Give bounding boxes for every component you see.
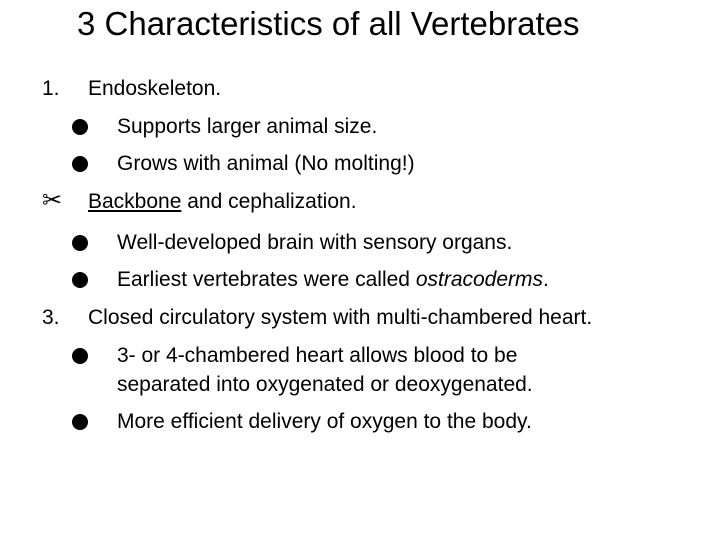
bullet-icon bbox=[72, 348, 88, 364]
bullet-icon bbox=[72, 414, 88, 430]
backbone-term: Backbone bbox=[88, 190, 182, 213]
slide-title: 3 Characteristics of all Vertebrates bbox=[77, 5, 580, 42]
sub-item-text: Grows with animal (No molting!) bbox=[117, 152, 415, 175]
bullet-icon bbox=[72, 119, 88, 135]
sub-item-3-1-continued: separated into oxygenated or deoxygenated. bbox=[117, 373, 533, 396]
list-number-3: 3. bbox=[42, 306, 60, 329]
scissors-icon: ✂ bbox=[42, 187, 63, 214]
list-item-3-text: Closed circulatory system with multi-chambered heart. bbox=[88, 306, 593, 329]
list-item-1-text: Endoskeleton. bbox=[88, 77, 222, 100]
list-item-2-text: Backbone and cephalization. bbox=[88, 190, 357, 213]
bullet-icon bbox=[72, 272, 88, 288]
sub-item-text: More efficient delivery of oxygen to the body. bbox=[117, 410, 532, 433]
list-number-1: 1. bbox=[42, 77, 60, 100]
sub-item-text: Earliest vertebrates were called ostracoderms. bbox=[117, 268, 549, 291]
bullet-icon bbox=[72, 156, 88, 172]
ostracoderms-term: ostracoderms bbox=[415, 268, 544, 291]
sub-item-text: Well-developed brain with sensory organs. bbox=[117, 231, 513, 254]
bullet-icon bbox=[72, 235, 88, 251]
sub-item-text: 3- or 4-chambered heart allows blood to be bbox=[117, 344, 518, 367]
sub-item-text: Supports larger animal size. bbox=[117, 115, 378, 138]
